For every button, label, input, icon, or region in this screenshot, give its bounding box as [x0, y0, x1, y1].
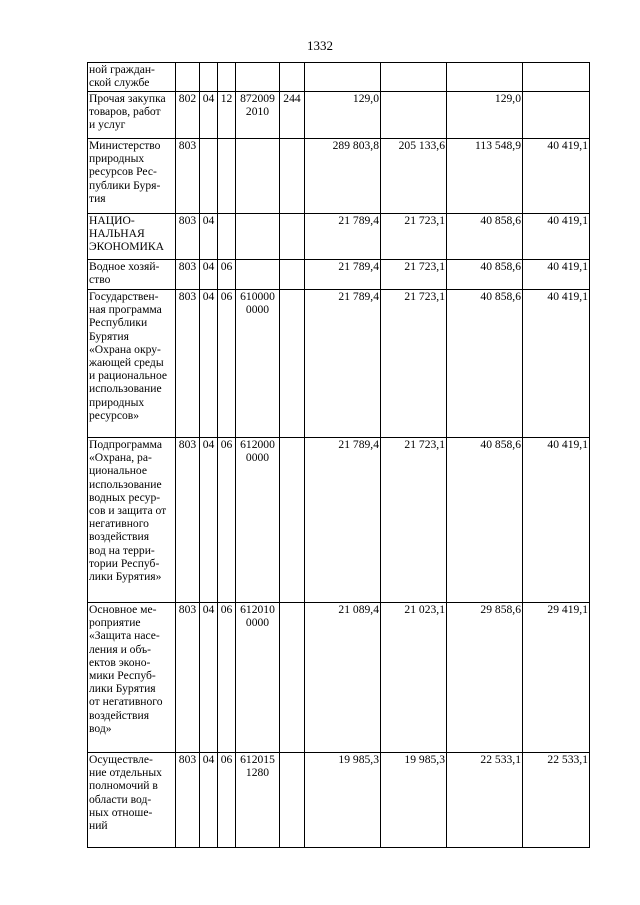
- row-name-cell: Прочая закупка товаров, работ и услуг: [88, 92, 176, 139]
- row-name-cell: Министерство природных ресурсов Рес- публики Буря- тия: [88, 139, 176, 214]
- rz-cell: [200, 139, 218, 214]
- value-3-cell: 40 858,6: [447, 260, 523, 290]
- grbs-cell: 803: [176, 139, 200, 214]
- value-4-cell: [523, 92, 590, 139]
- vr-cell: [280, 260, 305, 290]
- value-1-cell: 21 789,4: [305, 438, 381, 603]
- table-row: [88, 753, 590, 848]
- csr-cell: [236, 214, 280, 260]
- vr-cell: [280, 139, 305, 214]
- row-name-cell: Осуществле- ние отдельных полномочий в области вод- ных отноше- ний: [88, 753, 176, 848]
- table-row: [88, 92, 590, 139]
- vr-cell: [280, 214, 305, 260]
- value-2-cell: [381, 92, 447, 139]
- row-name-cell: Государствен- ная программа Республики Бурятия «Охрана окру- жающей среды и рациональное использование природных ресурсов»: [88, 290, 176, 438]
- value-1-cell: [305, 63, 381, 92]
- row-name-cell: Водное хозяй- ство: [88, 260, 176, 290]
- value-4-cell: 40 419,1: [523, 139, 590, 214]
- value-1-cell: 129,0: [305, 92, 381, 139]
- value-2-cell: 21 723,1: [381, 438, 447, 603]
- value-3-cell: 40 858,6: [447, 438, 523, 603]
- value-3-cell: 113 548,9: [447, 139, 523, 214]
- vr-cell: [280, 63, 305, 92]
- vr-cell: [280, 753, 305, 848]
- value-2-cell: 21 023,1: [381, 603, 447, 753]
- vr-cell: [280, 438, 305, 603]
- value-4-cell: 40 419,1: [523, 214, 590, 260]
- table-row: [88, 63, 590, 92]
- value-4-cell: [523, 63, 590, 92]
- row-name-cell: ной граждан- ской службе: [88, 63, 176, 92]
- table-row: [88, 214, 590, 260]
- vr-cell: 244: [280, 92, 305, 139]
- csr-cell: 872009 2010: [236, 92, 280, 139]
- row-name-cell: Подпрограмма «Охрана, ра- циональное использование водных ресур- сов и защита от негативного воздействия вод на терри- тории Респуб- лики Бурятия»: [88, 438, 176, 603]
- rz-cell: 04: [200, 214, 218, 260]
- rz-cell: [200, 63, 218, 92]
- grbs-cell: [176, 63, 200, 92]
- csr-cell: 612015 1280: [236, 753, 280, 848]
- csr-cell: [236, 139, 280, 214]
- pr-cell: 06: [218, 438, 236, 603]
- csr-cell: [236, 260, 280, 290]
- pr-cell: [218, 214, 236, 260]
- value-4-cell: 40 419,1: [523, 438, 590, 603]
- value-3-cell: 22 533,1: [447, 753, 523, 848]
- value-3-cell: 40 858,6: [447, 290, 523, 438]
- value-1-cell: 21 789,4: [305, 260, 381, 290]
- value-1-cell: 21 789,4: [305, 214, 381, 260]
- value-2-cell: [381, 63, 447, 92]
- grbs-cell: 803: [176, 438, 200, 603]
- value-2-cell: 21 723,1: [381, 260, 447, 290]
- rz-cell: 04: [200, 753, 218, 848]
- grbs-cell: 803: [176, 290, 200, 438]
- rz-cell: 04: [200, 260, 218, 290]
- value-3-cell: 129,0: [447, 92, 523, 139]
- grbs-cell: 803: [176, 260, 200, 290]
- pr-cell: 06: [218, 753, 236, 848]
- grbs-cell: 803: [176, 753, 200, 848]
- csr-cell: 612000 0000: [236, 438, 280, 603]
- value-2-cell: 21 723,1: [381, 214, 447, 260]
- rz-cell: 04: [200, 92, 218, 139]
- value-3-cell: 40 858,6: [447, 214, 523, 260]
- value-1-cell: 19 985,3: [305, 753, 381, 848]
- pr-cell: [218, 63, 236, 92]
- grbs-cell: 803: [176, 603, 200, 753]
- csr-cell: 612010 0000: [236, 603, 280, 753]
- rz-cell: 04: [200, 438, 218, 603]
- value-4-cell: 40 419,1: [523, 260, 590, 290]
- value-4-cell: 29 419,1: [523, 603, 590, 753]
- vr-cell: [280, 603, 305, 753]
- pr-cell: 06: [218, 603, 236, 753]
- pr-cell: 12: [218, 92, 236, 139]
- rz-cell: 04: [200, 603, 218, 753]
- vr-cell: [280, 290, 305, 438]
- table-row: [88, 603, 590, 753]
- pr-cell: 06: [218, 260, 236, 290]
- value-1-cell: 21 089,4: [305, 603, 381, 753]
- table-row: [88, 290, 590, 438]
- value-2-cell: 21 723,1: [381, 290, 447, 438]
- value-1-cell: 289 803,8: [305, 139, 381, 214]
- row-name-cell: Основное ме- роприятие «Защита насе- ления и объ- ектов эконо- мики Респуб- лики Бурятия от негативного воздействия вод»: [88, 603, 176, 753]
- grbs-cell: 802: [176, 92, 200, 139]
- csr-cell: [236, 63, 280, 92]
- table-row: [88, 438, 590, 603]
- csr-cell: 610000 0000: [236, 290, 280, 438]
- value-2-cell: 19 985,3: [381, 753, 447, 848]
- value-3-cell: [447, 63, 523, 92]
- row-name-cell: НАЦИО- НАЛЬНАЯ ЭКОНОМИКА: [88, 214, 176, 260]
- table-row: [88, 139, 590, 214]
- table-row: [88, 260, 590, 290]
- pr-cell: 06: [218, 290, 236, 438]
- rz-cell: 04: [200, 290, 218, 438]
- grbs-cell: 803: [176, 214, 200, 260]
- value-3-cell: 29 858,6: [447, 603, 523, 753]
- budget-table: [87, 62, 590, 848]
- pr-cell: [218, 139, 236, 214]
- value-1-cell: 21 789,4: [305, 290, 381, 438]
- page-number: 1332: [307, 38, 333, 53]
- value-4-cell: 22 533,1: [523, 753, 590, 848]
- value-2-cell: 205 133,6: [381, 139, 447, 214]
- value-4-cell: 40 419,1: [523, 290, 590, 438]
